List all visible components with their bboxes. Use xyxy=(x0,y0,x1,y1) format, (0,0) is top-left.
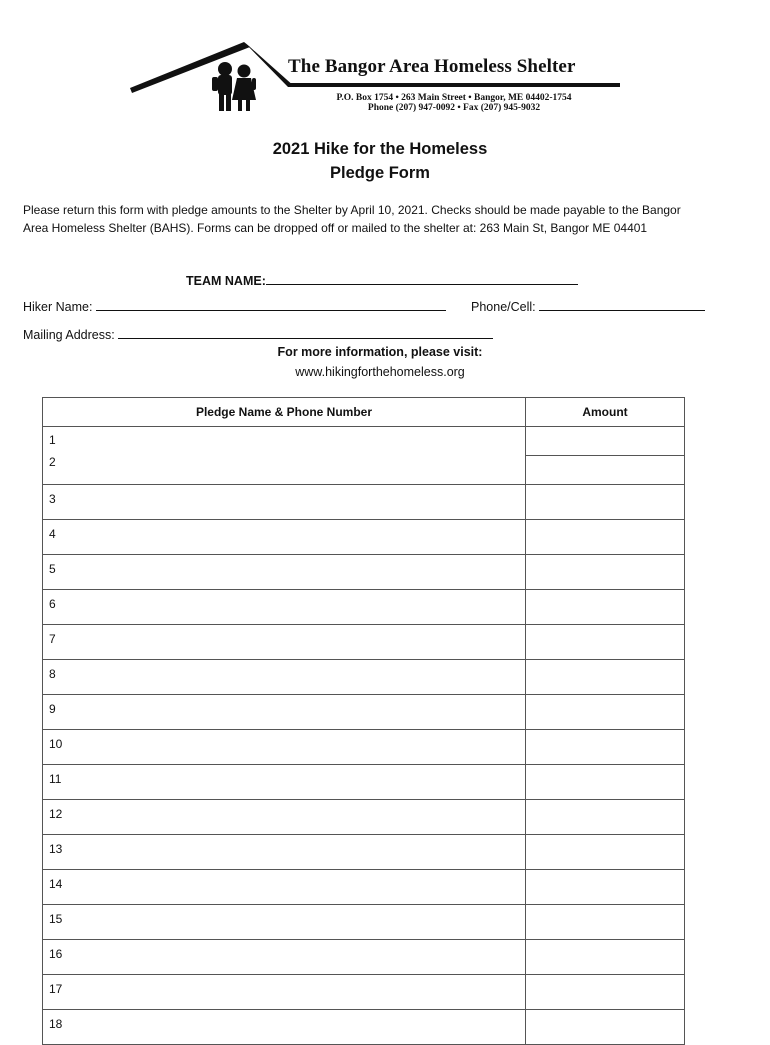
hiker-name-field[interactable] xyxy=(23,297,446,314)
amount-cell[interactable] xyxy=(526,765,685,800)
pledge-name-cell[interactable]: 4 xyxy=(43,520,526,555)
table-row[interactable] xyxy=(43,905,685,940)
team-name-label: TEAM NAME: xyxy=(186,274,266,288)
table-row[interactable] xyxy=(43,730,685,765)
form-subtitle: Pledge Form xyxy=(330,164,430,182)
pledge-name-cell[interactable]: 12 xyxy=(43,800,526,835)
amount-cell[interactable] xyxy=(526,905,685,940)
pledge-name-cell[interactable]: 11 xyxy=(43,765,526,800)
phone-field[interactable] xyxy=(471,297,705,314)
pledge-name-cell[interactable]: 8 xyxy=(43,660,526,695)
pledge-name-cell[interactable]: 14 xyxy=(43,870,526,905)
table-row[interactable] xyxy=(43,800,685,835)
table-row[interactable] xyxy=(43,520,685,555)
amount-cell[interactable] xyxy=(526,590,685,625)
table-row[interactable] xyxy=(43,625,685,660)
pledge-name-cell[interactable]: 17 xyxy=(43,975,526,1010)
pledge-name-header: Pledge Name & Phone Number xyxy=(43,398,526,427)
pledge-name-cell[interactable]: 6 xyxy=(43,590,526,625)
amount-header: Amount xyxy=(526,398,685,427)
amount-cell[interactable] xyxy=(526,975,685,1010)
instructions-text: Please return this form with pledge amounts to the Shelter by April 10, 2021. Checks should be made payable to the Bangor Area Homeless Shelter (BAHS). Forms can be dropped off or mailed to the shelter at: 263 Main St, Bangor ME 04401 xyxy=(23,203,681,235)
pledge-name-cell[interactable]: 10 xyxy=(43,730,526,765)
table-row[interactable] xyxy=(43,695,685,730)
pledge-name-cell[interactable]: 15 xyxy=(43,905,526,940)
table-row[interactable] xyxy=(43,765,685,800)
pledge-name-cell[interactable]: 18 xyxy=(43,1010,526,1045)
org-phone: Phone (207) 947-0092 • Fax (207) 945-9032 xyxy=(367,103,541,113)
table-row[interactable] xyxy=(43,1010,685,1045)
table-row[interactable] xyxy=(43,870,685,905)
pledge-name-cell[interactable]: 13 xyxy=(43,835,526,870)
pledge-name-cell[interactable]: 16 xyxy=(43,940,526,975)
table-row[interactable] xyxy=(43,940,685,975)
amount-cell[interactable] xyxy=(526,800,685,835)
amount-cell[interactable] xyxy=(526,1010,685,1045)
table-row[interactable] xyxy=(43,485,685,520)
hiker-name-label: Hiker Name: xyxy=(23,300,93,314)
table-header-row xyxy=(43,398,685,427)
amount-cell[interactable] xyxy=(526,520,685,555)
mailing-address-label: Mailing Address: xyxy=(23,328,115,342)
row-number: 2 xyxy=(49,455,56,469)
mailing-address-line[interactable] xyxy=(118,325,493,339)
phone-line[interactable] xyxy=(539,297,705,311)
child-figure-icon xyxy=(212,62,232,111)
table-row[interactable] xyxy=(43,427,685,485)
header-rule xyxy=(288,83,620,87)
amount-cell[interactable] xyxy=(526,555,685,590)
form-title: 2021 Hike for the Homeless xyxy=(272,140,488,158)
pledge-name-cell[interactable]: 5 xyxy=(43,555,526,590)
mailing-address-field[interactable] xyxy=(23,325,493,342)
team-name-line[interactable] xyxy=(266,271,578,285)
pledge-name-cell[interactable]: 7 xyxy=(43,625,526,660)
pledge-name-cell[interactable]: 9 xyxy=(43,695,526,730)
team-name-field[interactable] xyxy=(186,271,578,288)
amount-cell[interactable] xyxy=(526,730,685,765)
child-figure-icon xyxy=(232,65,256,112)
amount-cell[interactable] xyxy=(526,485,685,520)
amount-cell[interactable] xyxy=(526,660,685,695)
pledge-name-cell[interactable] xyxy=(43,427,526,485)
amount-cell[interactable] xyxy=(526,870,685,905)
more-info-heading: For more information, please visit: xyxy=(277,345,483,359)
org-address: P.O. Box 1754 • 263 Main Street • Bangor, ME 04402-1754 xyxy=(336,93,572,103)
org-name: The Bangor Area Homeless Shelter xyxy=(288,56,576,77)
amount-cell[interactable] xyxy=(526,427,685,485)
amount-cell[interactable] xyxy=(526,625,685,660)
table-row[interactable] xyxy=(43,555,685,590)
table-row[interactable] xyxy=(43,660,685,695)
table-row[interactable] xyxy=(43,835,685,870)
phone-label: Phone/Cell: xyxy=(471,300,536,314)
amount-cell[interactable] xyxy=(526,695,685,730)
pledge-name-cell[interactable]: 3 xyxy=(43,485,526,520)
table-row[interactable] xyxy=(43,975,685,1010)
row-number: 1 xyxy=(49,433,56,447)
hiker-name-line[interactable] xyxy=(96,297,446,311)
amount-cell[interactable] xyxy=(526,940,685,975)
amount-cell[interactable] xyxy=(526,835,685,870)
website-link[interactable]: www.hikingforthehomeless.org xyxy=(295,365,465,379)
table-row[interactable] xyxy=(43,590,685,625)
pledge-table xyxy=(42,397,685,1045)
